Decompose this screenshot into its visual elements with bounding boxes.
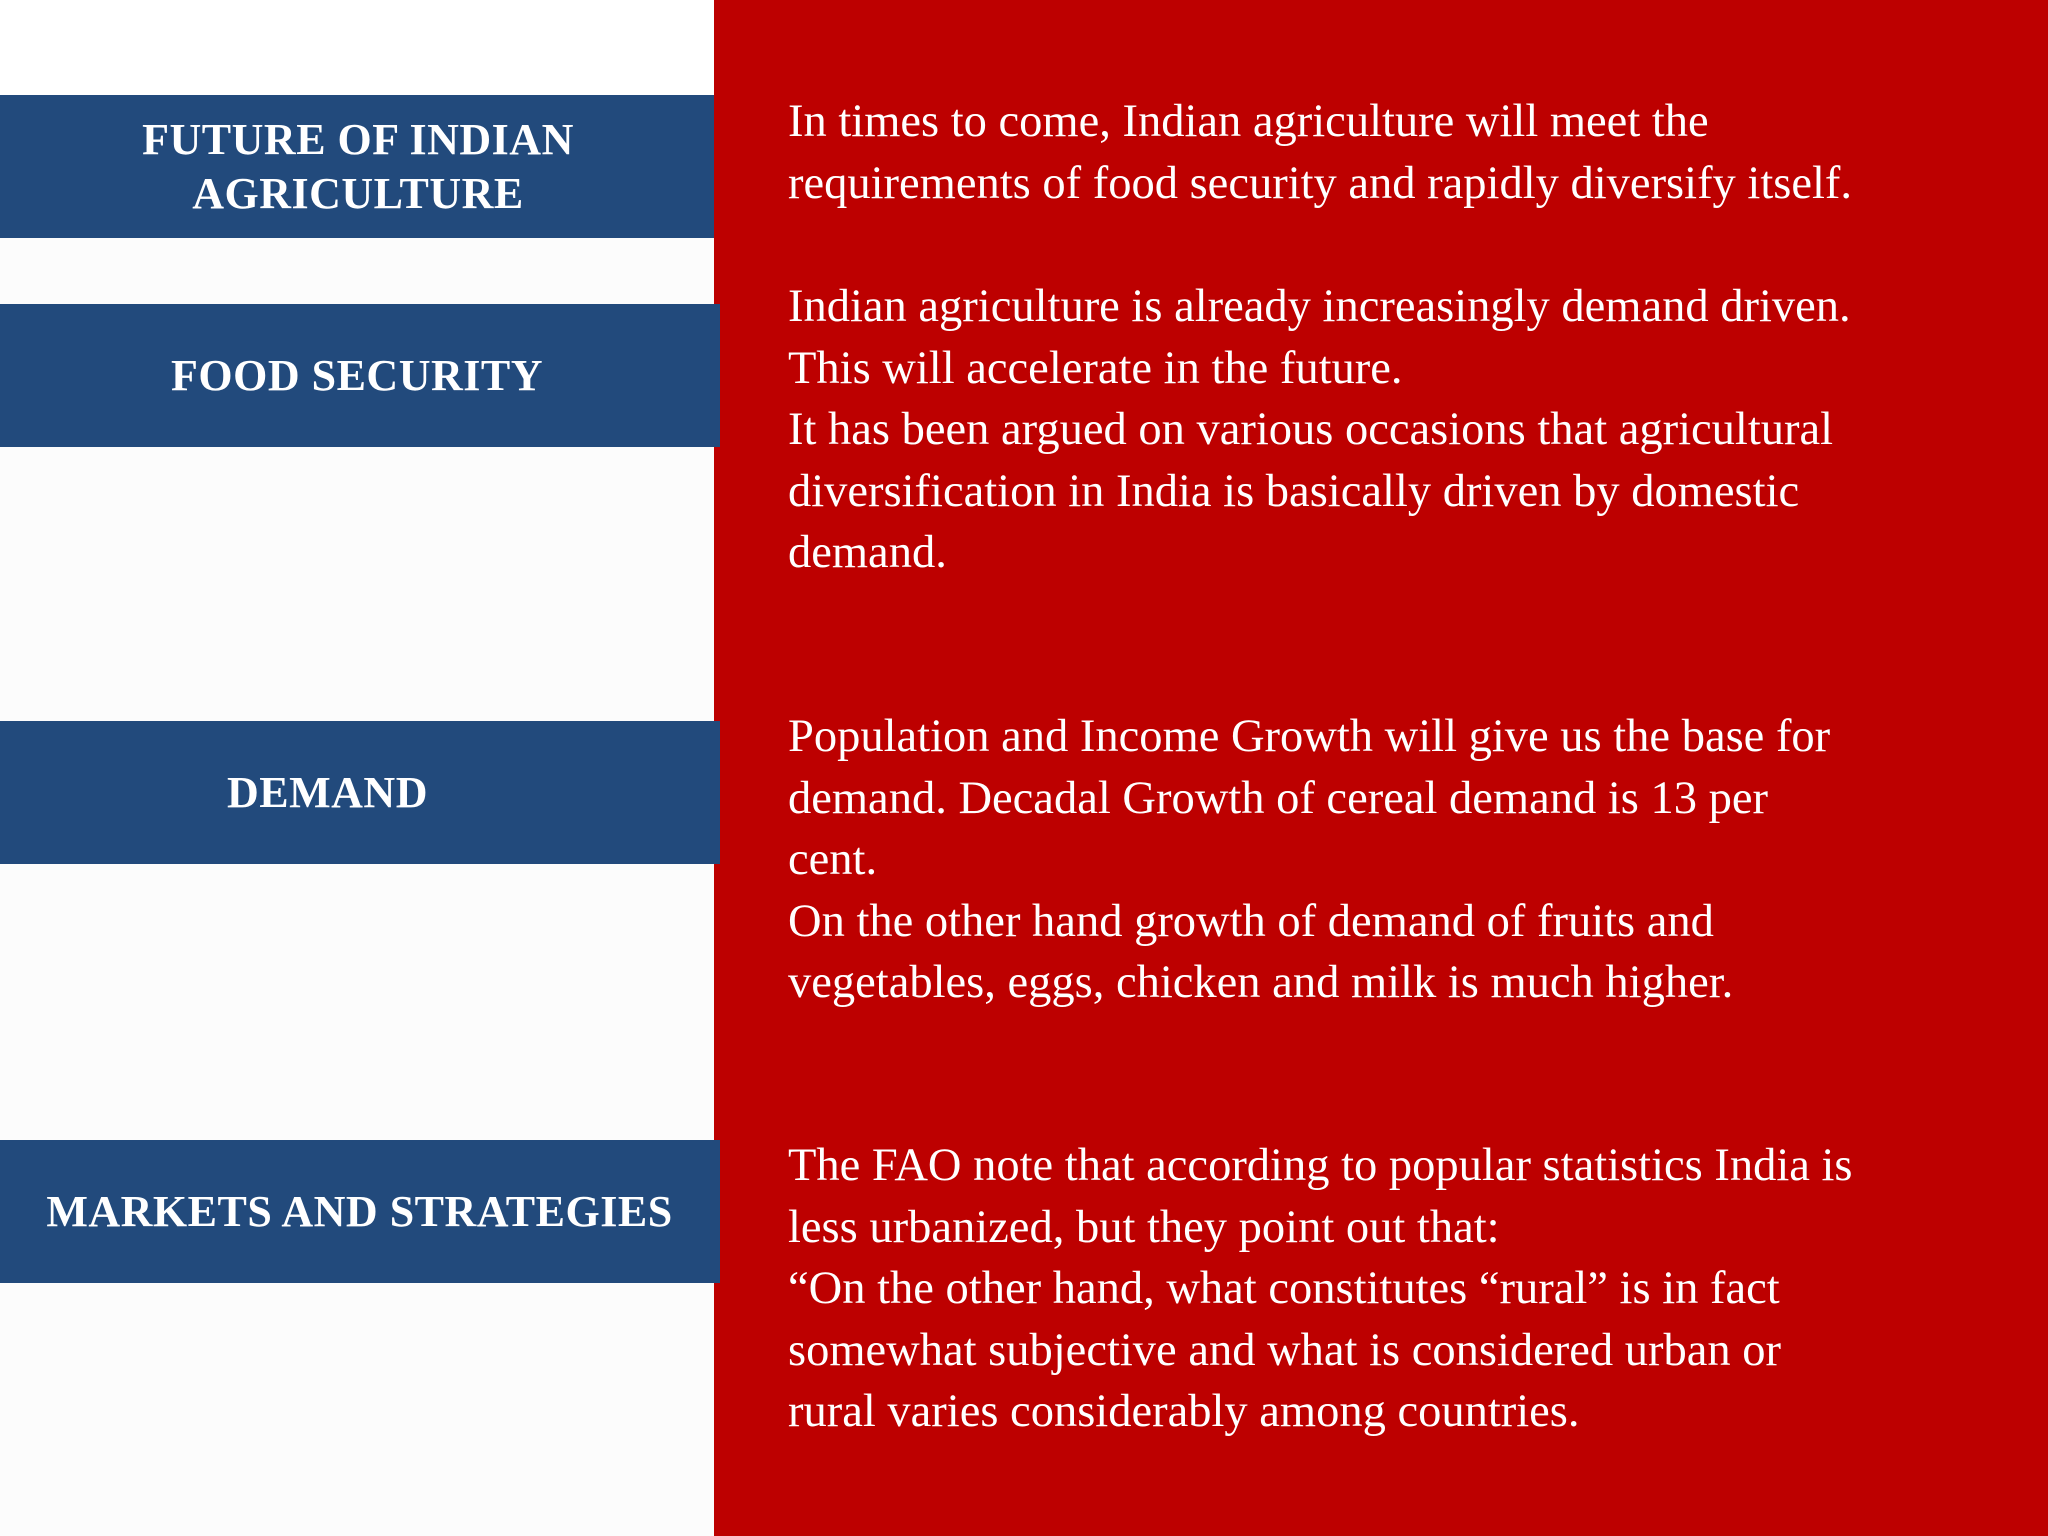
paragraph-food-security: Indian agriculture is already increasingly demand driven. This will accelerate in the future. It has been argued on various occasions that agricultural diversification in India is basically driven by domestic demand.: [788, 281, 1851, 578]
label-demand: [0, 721, 720, 864]
label-demand-text: DEMAND: [227, 767, 428, 817]
label-food-security: [0, 304, 720, 447]
paragraph-markets: The FAO note that according to popular statistics India is less urbanized, but they point out that: “On the other hand, what constitutes “rural” is in fact somewhat subjective and what is considered urban or rural varies considerably among countries.: [788, 1140, 1853, 1437]
paragraph-future: In times to come, Indian agriculture will meet the requirements of food security and rapidly diversify itself.: [788, 96, 1853, 209]
left-top-white-strip: [0, 0, 714, 96]
paragraph-demand: Population and Income Growth will give us the base for demand. Decadal Growth of cereal demand is 13 per cent. On the other hand growth of demand of fruits and vegetables, eggs, chicken and milk is much higher.: [788, 711, 1831, 1008]
label-food-security-text: FOOD SECURITY: [171, 350, 543, 400]
label-markets-text: MARKETS AND STRATEGIES: [46, 1186, 673, 1236]
label-future-of-indian-agriculture: [0, 95, 714, 238]
label-future-text: FUTURE OF INDIAN AGRICULTURE: [142, 114, 574, 218]
label-markets-and-strategies: [0, 1140, 720, 1283]
